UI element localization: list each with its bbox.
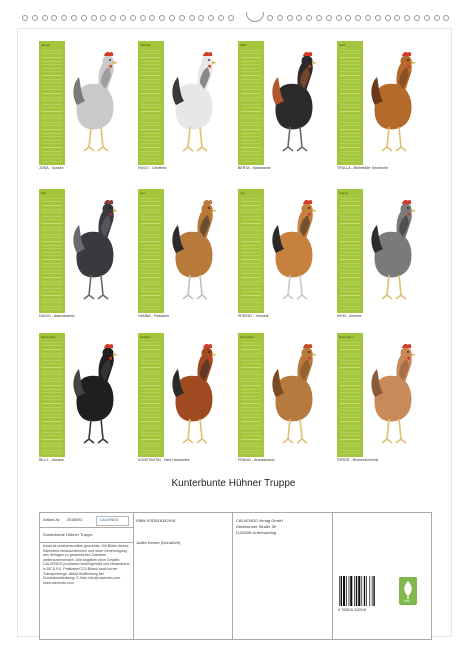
date-strip: [337, 41, 363, 165]
binding-ring: [345, 15, 351, 21]
date-lines: [42, 198, 62, 310]
wire-binding: [22, 12, 445, 24]
hen-caption: TRULLA - Bielefelder Kennhuhn: [337, 166, 389, 170]
date-lines: [340, 342, 360, 454]
binding-ring: [120, 15, 126, 21]
month-label: Mai: [41, 191, 46, 195]
month-cell: [39, 333, 127, 463]
hen-caption: FRANZI - Araucanamix: [238, 458, 275, 462]
product-name: Kunterbunte Hühner Truppe: [43, 532, 93, 537]
month-label: März: [240, 43, 247, 47]
binding-ring: [198, 15, 204, 21]
binding-ring: [228, 15, 234, 21]
binding-ring: [267, 15, 273, 21]
binding-ring: [22, 15, 28, 21]
binding-ring: [306, 15, 312, 21]
hen-caption: KIKKI - Amrock: [337, 314, 362, 318]
publisher-street: Ottobrunner Straße 39: [236, 524, 277, 529]
binding-ring: [169, 15, 175, 21]
eco-label-icon: [399, 577, 417, 605]
binding-ring: [287, 15, 293, 21]
month-cell: [337, 333, 425, 463]
barcode-number: 9 783516 342918: [338, 608, 366, 612]
info-divider: [332, 513, 333, 639]
month-label: August: [339, 191, 349, 195]
hen-photo: [67, 191, 127, 313]
date-lines: [141, 198, 161, 310]
info-divider: [133, 513, 134, 639]
date-lines: [141, 50, 161, 162]
binding-ring: [91, 15, 97, 21]
binding-ring: [130, 15, 136, 21]
date-strip: [138, 41, 164, 165]
binding-ring: [326, 15, 332, 21]
month-cell: [39, 41, 127, 171]
date-strip: [39, 41, 65, 165]
month-cell: [138, 189, 226, 319]
info-box: [39, 512, 432, 640]
month-label: September: [41, 335, 56, 339]
info-divider: [232, 513, 233, 639]
month-cell: [238, 333, 326, 463]
date-strip: [238, 333, 264, 457]
date-strip: [39, 333, 65, 457]
date-lines: [241, 198, 261, 310]
binding-ring: [424, 15, 430, 21]
binding-ring: [434, 15, 440, 21]
month-label: Februar: [140, 43, 151, 47]
date-strip: [238, 189, 264, 313]
binding-ring: [355, 15, 361, 21]
binding-ring: [32, 15, 38, 21]
month-cell: [337, 189, 425, 319]
info-row-divider: [40, 542, 133, 543]
artikel-number: 2048292: [67, 517, 83, 522]
hen-photo: [266, 191, 326, 313]
hen-photo: [166, 335, 226, 457]
month-cell: [138, 333, 226, 463]
month-cell: [238, 189, 326, 319]
legal-notes: Inhalt ist urheberrechtlich geschützt. Die Bilder dieses Kalenders herauszutrennen und ohne Genehmigung des Verlages zu gewerblichen Zwecken weiterzuverwenden. Alle Angaben ohne Gewähr. CALVENDO produziert bestellgemäß und klimaneutral in DE & EU. Postkarte/CO2-Bilanz dank kurzer Transportwege. Abfall-Stoffbildung bei Druckdienstleistung. E-Mail: info@calvendo.com · www.calvendo.com: [43, 544, 130, 585]
binding-ring: [81, 15, 87, 21]
hen-photo: [266, 335, 326, 457]
binding-ring: [296, 15, 302, 21]
date-strip: [138, 333, 164, 457]
binding-ring: [100, 15, 106, 21]
month-cell: [238, 41, 326, 171]
hen-photo: [166, 191, 226, 313]
date-lines: [340, 198, 360, 310]
date-strip: [337, 333, 363, 457]
binding-ring: [179, 15, 185, 21]
binding-ring: [394, 15, 400, 21]
date-lines: [241, 50, 261, 162]
calvendo-logo: [96, 516, 129, 526]
hen-photo: [365, 191, 425, 313]
binding-ring: [140, 15, 146, 21]
hen-caption: KONSTANTIN - New Hampshire: [138, 458, 190, 462]
month-cell: [138, 41, 226, 171]
hen-caption: HUGO - Ortoffmix: [138, 166, 167, 170]
info-row-divider: [40, 527, 133, 528]
publisher-city: D-82008 Unterhaching: [236, 530, 277, 535]
hen-photo: [67, 43, 127, 165]
date-lines: [141, 342, 161, 454]
binding-ring: [51, 15, 57, 21]
hen-photo: [365, 335, 425, 457]
date-lines: [42, 342, 62, 454]
barcode: [338, 576, 388, 606]
binding-ring: [218, 15, 224, 21]
binding-ring: [71, 15, 77, 21]
binding-ring: [336, 15, 342, 21]
binding-ring: [159, 15, 165, 21]
hen-photo: [266, 43, 326, 165]
binding-ring: [365, 15, 371, 21]
hen-photo: [67, 335, 127, 457]
hen-caption: DAGGI - Araucanamix: [39, 314, 75, 318]
date-strip: [238, 41, 264, 165]
month-label: November: [240, 335, 254, 339]
isbn: ISBN 9783516342918: [136, 518, 176, 523]
month-label: Oktober: [140, 335, 151, 339]
binding-ring: [208, 15, 214, 21]
binding-ring: [42, 15, 48, 21]
date-strip: [39, 189, 65, 313]
binding-ring: [110, 15, 116, 21]
hen-photo: [365, 43, 425, 165]
hanger-hook: [246, 12, 264, 22]
hen-caption: SPEEDY - Vorwerk: [238, 314, 269, 318]
publisher-name: CALVENDO Verlag GmbH: [236, 518, 283, 523]
logo-text: CALVENDO: [100, 518, 119, 522]
binding-ring: [404, 15, 410, 21]
month-label: Januar: [41, 43, 51, 47]
hen-caption: RESER - Blumenhuhnmix: [337, 458, 379, 462]
artikel-label: Artikel-Nr.: [43, 517, 61, 522]
binding-ring: [316, 15, 322, 21]
binding-ring: [414, 15, 420, 21]
binding-ring: [61, 15, 67, 21]
hen-caption: JONA - Sussex: [39, 166, 64, 170]
date-strip: [138, 189, 164, 313]
month-label: Juni: [140, 191, 146, 195]
binding-ring: [277, 15, 283, 21]
binding-ring: [189, 15, 195, 21]
hen-caption: BERTA - Maranamix: [238, 166, 271, 170]
binding-ring: [385, 15, 391, 21]
author: Judith Kerner (DonaZett): [136, 540, 181, 545]
binding-ring: [375, 15, 381, 21]
month-label: Dezember: [339, 335, 353, 339]
hen-photo: [166, 43, 226, 165]
month-label: April: [339, 43, 346, 47]
calendar-title: Kunterbunte Hühner Truppe: [171, 478, 296, 489]
hen-caption: BILLY - Marans: [39, 458, 64, 462]
binding-ring: [443, 15, 449, 21]
date-lines: [42, 50, 62, 162]
hen-caption: HANNA - Paduaner: [138, 314, 170, 318]
month-cell: [337, 41, 425, 171]
date-lines: [340, 50, 360, 162]
month-cell: [39, 189, 127, 319]
date-strip: [337, 189, 363, 313]
date-lines: [241, 342, 261, 454]
eco-label-text: FSC: [404, 599, 410, 603]
month-label: Juli: [240, 191, 245, 195]
binding-ring: [149, 15, 155, 21]
